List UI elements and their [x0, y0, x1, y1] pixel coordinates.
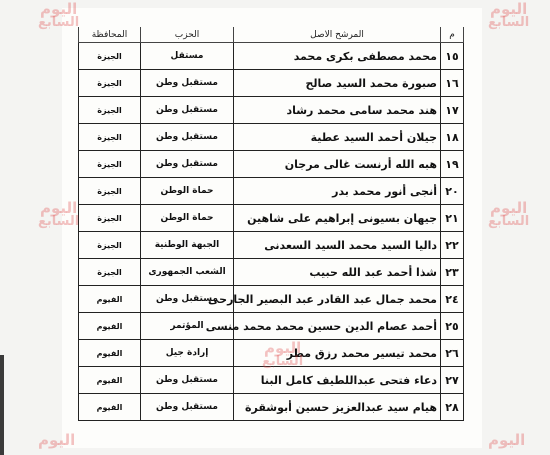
party-name: مستقبل وطن — [141, 286, 234, 313]
candidate-name: هند محمد سامى محمد رشاد — [234, 97, 441, 124]
party-name: مستقبل وطن — [141, 367, 234, 394]
row-number: ٢٧ — [441, 367, 464, 394]
candidate-name: جيهان بسيونى إبراهيم على شاهين — [234, 205, 441, 232]
table-body — [79, 43, 464, 421]
party-name: مستقبل وطن — [141, 394, 234, 421]
governorate-name: الجيزة — [79, 43, 141, 70]
candidate-name: محمد مصطفى بكرى محمد — [234, 43, 441, 70]
row-number: ٢٠ — [441, 178, 464, 205]
table-row — [79, 286, 464, 313]
table-row — [79, 43, 464, 70]
watermark-mid-left: اليوم السابع — [38, 199, 80, 229]
left-edge-bar — [0, 355, 4, 455]
row-number: ١٩ — [441, 151, 464, 178]
candidate-name: جيلان أحمد السيد عطية — [234, 124, 441, 151]
watermark-top-right: اليوم السابع — [488, 0, 530, 30]
table-row — [79, 313, 464, 340]
table-row — [79, 367, 464, 394]
row-number: ٢٥ — [441, 313, 464, 340]
header-name: المرشح الاصل — [234, 27, 441, 43]
row-number: ٢٢ — [441, 232, 464, 259]
watermark-mid-right: اليوم السابع — [488, 199, 530, 229]
candidate-name: دعاء فتحى عبداللطيف كامل البنا — [234, 367, 441, 394]
table-row — [79, 70, 464, 97]
watermark-top-left: اليوم السابع — [38, 0, 80, 30]
table-row — [79, 394, 464, 421]
table-row — [79, 178, 464, 205]
table-row — [79, 151, 464, 178]
governorate-name: الجيزة — [79, 124, 141, 151]
governorate-name: الجيزة — [79, 178, 141, 205]
governorate-name: الفيوم — [79, 394, 141, 421]
candidate-name: أنجى أنور محمد بدر — [234, 178, 441, 205]
table-row — [79, 124, 464, 151]
row-number: ٢٦ — [441, 340, 464, 367]
watermark-bottom-right: اليوم — [488, 431, 526, 449]
watermark-bottom-left: اليوم — [38, 431, 76, 449]
governorate-name: الفيوم — [79, 340, 141, 367]
candidate-name: شذا أحمد عبد الله حبيب — [234, 259, 441, 286]
governorate-name: الفيوم — [79, 286, 141, 313]
party-name: حماة الوطن — [141, 178, 234, 205]
candidate-name: محمد تيسير محمد رزق مطر — [234, 340, 441, 367]
governorate-name: الفيوم — [79, 313, 141, 340]
row-number: ٢١ — [441, 205, 464, 232]
header-number: م — [441, 27, 464, 43]
candidate-name: أحمد عصام الدين حسين محمد محمد منسى — [234, 313, 441, 340]
table-row — [79, 205, 464, 232]
party-name: الشعب الجمهورى — [141, 259, 234, 286]
table-row — [79, 340, 464, 367]
party-name: مستقبل وطن — [141, 124, 234, 151]
row-number: ١٦ — [441, 70, 464, 97]
governorate-name: الجيزة — [79, 205, 141, 232]
header-row — [79, 27, 464, 43]
party-name: الجبهة الوطنية — [141, 232, 234, 259]
row-number: ٢٨ — [441, 394, 464, 421]
header-party: الحزب — [141, 27, 234, 43]
row-number: ٢٤ — [441, 286, 464, 313]
governorate-name: الجيزة — [79, 97, 141, 124]
governorate-name: الفيوم — [79, 367, 141, 394]
party-name: مستقبل وطن — [141, 151, 234, 178]
candidate-name: هبه الله أرنست غالى مرجان — [234, 151, 441, 178]
row-number: ٢٣ — [441, 259, 464, 286]
table-row — [79, 232, 464, 259]
table-row — [79, 97, 464, 124]
watermark-lower-center: اليوم السابع — [262, 339, 304, 369]
governorate-name: الجيزة — [79, 232, 141, 259]
row-number: ١٥ — [441, 43, 464, 70]
party-name: مستقبل وطن — [141, 97, 234, 124]
row-number: ١٧ — [441, 97, 464, 124]
candidate-name: صبورة محمد السيد صالح — [234, 70, 441, 97]
candidate-name: داليا السيد محمد السيد السعدنى — [234, 232, 441, 259]
party-name: حماة الوطن — [141, 205, 234, 232]
header-governorate: المحافظة — [79, 27, 141, 43]
table-row — [79, 259, 464, 286]
party-name: المؤتمر — [141, 313, 234, 340]
row-number: ١٨ — [441, 124, 464, 151]
governorate-name: الجيزة — [79, 151, 141, 178]
party-name: إرادة جيل — [141, 340, 234, 367]
candidates-table — [78, 27, 464, 421]
governorate-name: الجيزة — [79, 70, 141, 97]
candidate-name: هيام سيد عبدالعزيز حسين أبوشقرة — [234, 394, 441, 421]
party-name: مستقل — [141, 43, 234, 70]
party-name: مستقبل وطن — [141, 70, 234, 97]
candidate-name: محمد جمال عبد القادر عبد البصير الجارحى — [234, 286, 441, 313]
governorate-name: الجيزة — [79, 259, 141, 286]
